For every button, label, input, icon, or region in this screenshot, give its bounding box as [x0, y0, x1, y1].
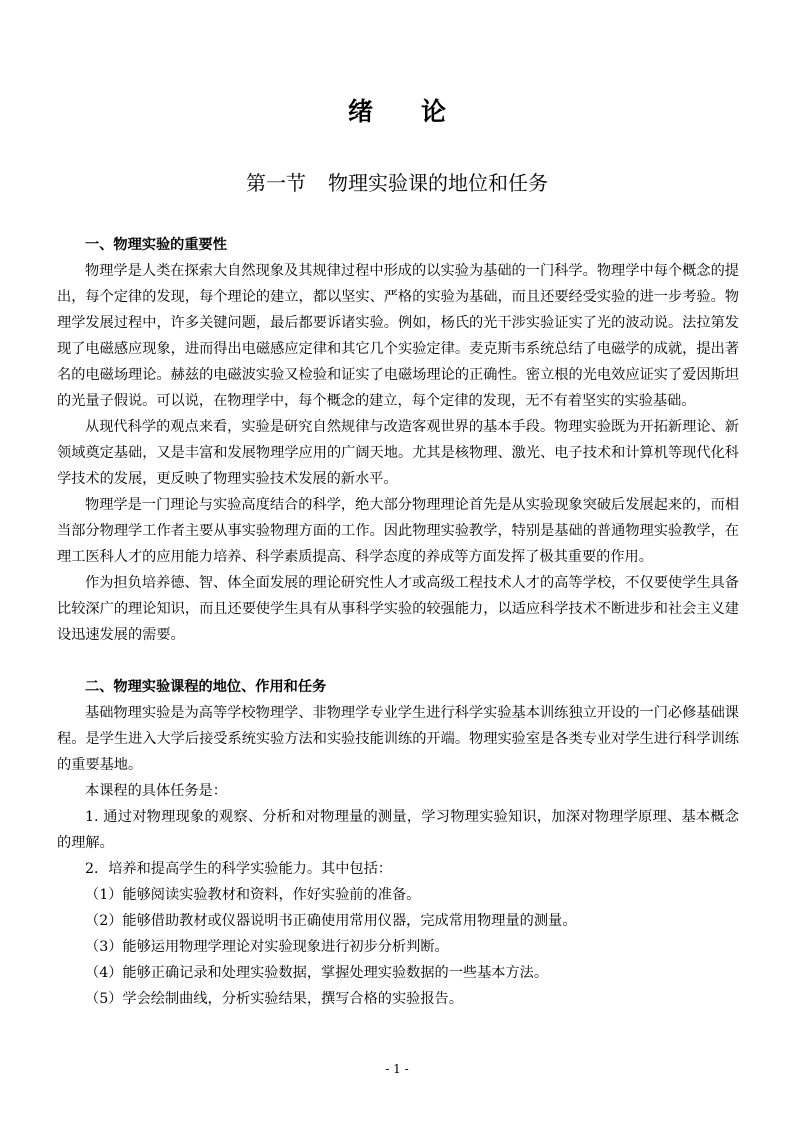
document-body	[57, 232, 739, 1012]
chapter-title-char-2: 论	[421, 97, 447, 126]
paragraph: 作为担负培养德、智、体全面发展的理论研究性人才或高级工程技术人才的高等学校，不仅要使学生具备比较深广的理论知识，而且还要使学生具有从事科学实验的较强能力，以适应科学技术不断进步和社会主义建设迅速发展的需要。	[57, 575, 739, 643]
heading-importance: 一、物理实验的重要性	[85, 237, 227, 253]
section-title	[0, 170, 794, 196]
chapter-title	[0, 96, 794, 128]
paragraph: 从现代科学的观点来看，实验是研究自然规律与改造客观世界的基本手段。物理实验既为开拓新理论、新领域奠定基础，又是丰富和发展物理学应用的广阔天地。尤其是核物理、激光、电子技术和计算机等现代化科学技术的发展，更反映了物理实验技术发展的新水平。	[57, 419, 739, 487]
paragraph: 物理学是一门理论与实验高度结合的科学，绝大部分物理理论首先是从实验现象突破后发展起来的，而相当部分物理学工作者主要从事实验物理方面的工作。因此物理实验教学，特别是基础的普通物理实验教学，在理工医科人才的应用能力培养、科学素质提高、科学态度的养成等方面发挥了极其重要的作用。	[57, 497, 739, 565]
paragraph: 物理学是人类在探索大自然现象及其规律过程中形成的以实验为基础的一门科学。物理学中每个概念的提出，每个定律的发现，每个理论的建立，都以坚实、严格的实验为基础，而且还要经受实验的进一步考验。物理学发展过程中，许多关键问题，最后都要诉诸实验。例如，杨氏的光干涉实验证实了光的波动说。法拉第发现了电磁感应现象，进而得出电磁感应定律和其它几个实验定律。麦克斯韦系统总结了电磁学的成就，提出著名的电磁场理论。赫兹的电磁波实验又检验和证实了电磁场理论的正确性。密立根的光电效应证实了爱因斯坦的光量子假说。可以说，在物理学中，每个概念的建立，每个定律的发现，无不有着坚实的实验基础。	[57, 263, 739, 409]
sub-item: （5）学会绘制曲线，分析实验结果，撰写合格的实验报告。	[85, 991, 463, 1007]
page-number: - 1 -	[385, 1062, 409, 1076]
sub-item: （4）能够正确记录和处理实验数据，掌握处理实验数据的一些基本方法。	[85, 965, 549, 981]
sub-item: （2）能够借助教材或仪器说明书正确使用常用仪器，完成常用物理量的测量。	[85, 913, 577, 929]
task-item: 1. 通过对物理现象的观察、分析和对物理量的测量，学习物理实验知识，加深对物理学原理、基本概念的理解。	[57, 809, 739, 851]
section-title-text: 物理实验课的地位和任务	[328, 171, 548, 195]
sub-item: （3）能够运用物理学理论对实验现象进行初步分析判断。	[85, 939, 449, 955]
paragraph: 本课程的具体任务是：	[85, 783, 227, 799]
chapter-title-char-1: 绪	[347, 97, 373, 126]
paragraph: 基础物理实验是为高等学校物理学、非物理学专业学生进行科学实验基本训练独立开设的一门必修基础课程。是学生进入大学后接受系统实验方法和实验技能训练的开端。物理实验室是各类专业对学生进行科学训练的重要基地。	[57, 705, 739, 773]
task-item: 2．培养和提高学生的科学实验能力。其中包括：	[85, 861, 392, 877]
heading-course-role: 二、物理实验课程的地位、作用和任务	[85, 679, 327, 695]
sub-item: （1）能够阅读实验教材和资料，作好实验前的准备。	[85, 887, 421, 903]
section-number: 第一节	[246, 171, 306, 195]
